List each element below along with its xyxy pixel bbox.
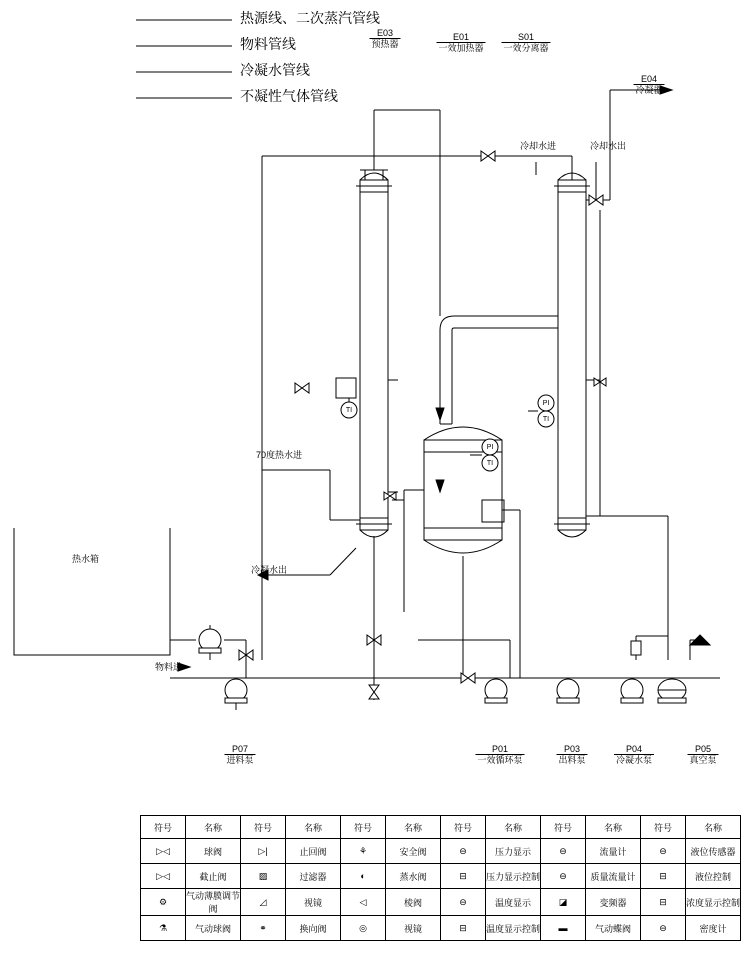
symbol-icon: ◪ <box>541 889 586 916</box>
table-row <box>141 889 741 916</box>
legend-label-2: 冷凝水管线 <box>240 62 310 78</box>
symbol-name: 温度显示 <box>486 889 541 916</box>
symbol-name: 蒸水阀 <box>386 864 441 889</box>
col-header: 符号 <box>341 816 386 839</box>
E01-heater <box>554 173 590 537</box>
symbol-icon: ▨ <box>241 864 286 889</box>
stream-label-cooling-water-out: 冷却水出 <box>590 141 627 151</box>
equipment-tag-P05: P05 真空泵 <box>689 744 717 765</box>
hot-water-tank <box>14 528 170 655</box>
symbol-name: 截止阀 <box>186 864 241 889</box>
stream-label-hot-water-in: 70度热水进 <box>256 450 303 460</box>
symbol-icon: ⚗ <box>141 916 186 941</box>
col-header: 名称 <box>186 816 241 839</box>
symbol-name: 安全阀 <box>386 839 441 864</box>
symbol-name: 视镜 <box>286 889 341 916</box>
equipment-tag-P03: P03 出料泵 <box>558 744 586 765</box>
table-row <box>141 916 741 941</box>
piping <box>170 90 720 700</box>
symbol-name: 液位传感器 <box>686 839 741 864</box>
col-header: 符号 <box>141 816 186 839</box>
symbol-icon: ▷◁ <box>141 839 186 864</box>
symbol-icon: ◐ <box>341 864 386 889</box>
symbol-icon: ⊟ <box>441 864 486 889</box>
legend-lines <box>136 20 232 98</box>
symbol-name: 质量流量计 <box>586 864 641 889</box>
symbol-icon: ⚙ <box>141 889 186 916</box>
instrument-TI-separator: TI <box>486 460 494 467</box>
equipment-tag-P01: P01 一效循环泵 <box>477 744 523 765</box>
symbol-icon: ◎ <box>341 916 386 941</box>
col-header: 符号 <box>241 816 286 839</box>
legend-label-0: 热源线、二次蒸汽管线 <box>240 10 380 26</box>
symbol-name: 气动球阀 <box>186 916 241 941</box>
symbol-icon: ⚘ <box>341 839 386 864</box>
symbol-name: 压力显示 <box>486 839 541 864</box>
equipment-tag-E01: E01 一效加热器 <box>438 32 484 53</box>
symbol-icon: ▷◁ <box>141 864 186 889</box>
symbol-name: 浓度显示控制 <box>686 889 741 916</box>
symbol-icon: ⊖ <box>441 839 486 864</box>
symbol-icon: ⊟ <box>441 916 486 941</box>
instrument-PI-separator: PI <box>486 444 494 451</box>
E03-preheater <box>356 170 392 537</box>
symbol-name: 气动薄膜调节阀 <box>186 889 241 916</box>
pumps <box>199 629 686 710</box>
symbol-name: 棱阀 <box>386 889 441 916</box>
legend-label-3: 不凝性气体管线 <box>240 88 338 104</box>
symbol-name: 液位控制 <box>686 864 741 889</box>
equipment-tag-P04: P04 冷凝水泵 <box>615 744 653 765</box>
symbol-icon: ◁ <box>341 889 386 916</box>
symbol-name: 变频器 <box>586 889 641 916</box>
symbol-name: 止回阀 <box>286 839 341 864</box>
symbol-name: 流量计 <box>586 839 641 864</box>
symbol-icon: ⊖ <box>641 916 686 941</box>
col-header: 符号 <box>541 816 586 839</box>
symbol-name: 气动蝶阀 <box>586 916 641 941</box>
col-header: 符号 <box>441 816 486 839</box>
symbol-icon: ▬ <box>541 916 586 941</box>
symbol-icon: ⊖ <box>541 864 586 889</box>
col-header: 名称 <box>386 816 441 839</box>
equipment-tag-S01: S01 一效分离器 <box>503 32 549 53</box>
col-header: 名称 <box>486 816 541 839</box>
equipment-tag-E03: E03 预热器 <box>371 28 399 49</box>
symbol-name: 温度显示控制 <box>486 916 541 941</box>
symbol-icon: ⊖ <box>441 889 486 916</box>
symbol-name: 换向阀 <box>286 916 341 941</box>
symbol-icon: ⊟ <box>641 889 686 916</box>
table-row <box>141 839 741 864</box>
symbol-icon: ⊖ <box>641 839 686 864</box>
instrument-TI-preheater: TI <box>345 407 353 414</box>
col-header: 名称 <box>686 816 741 839</box>
flow-arrows <box>178 86 710 671</box>
col-header: 名称 <box>286 816 341 839</box>
instrument-TI-condenser: TI <box>542 416 550 423</box>
equipment-tag-E04: E04 冷凝器 <box>635 74 663 95</box>
symbol-icon: ◿ <box>241 889 286 916</box>
legend-label-1: 物料管线 <box>240 36 296 52</box>
symbol-name: 过滤器 <box>286 864 341 889</box>
stream-label-condensate-out: 冷凝水出 <box>251 565 288 575</box>
symbol-legend-table <box>140 815 741 941</box>
stream-label-hot-water-tank: 热水箱 <box>72 554 100 564</box>
stream-label-cooling-water-in: 冷却水进 <box>520 141 557 151</box>
symbol-name: 密度计 <box>686 916 741 941</box>
col-header: 名称 <box>586 816 641 839</box>
symbol-name: 球阀 <box>186 839 241 864</box>
symbol-icon: ⚭ <box>241 916 286 941</box>
table-header-row <box>141 816 741 839</box>
table-row <box>141 864 741 889</box>
stream-label-feed-in: 物料进 <box>155 662 183 672</box>
symbol-name: 视镜 <box>386 916 441 941</box>
equipment-tag-P07: P07 进料泵 <box>226 744 254 765</box>
col-header: 符号 <box>641 816 686 839</box>
symbol-icon: ⊖ <box>541 839 586 864</box>
symbol-name: 压力显示控制 <box>486 864 541 889</box>
symbol-icon: ▷| <box>241 839 286 864</box>
instrument-PI-condenser: PI <box>542 400 550 407</box>
symbol-icon: ⊟ <box>641 864 686 889</box>
